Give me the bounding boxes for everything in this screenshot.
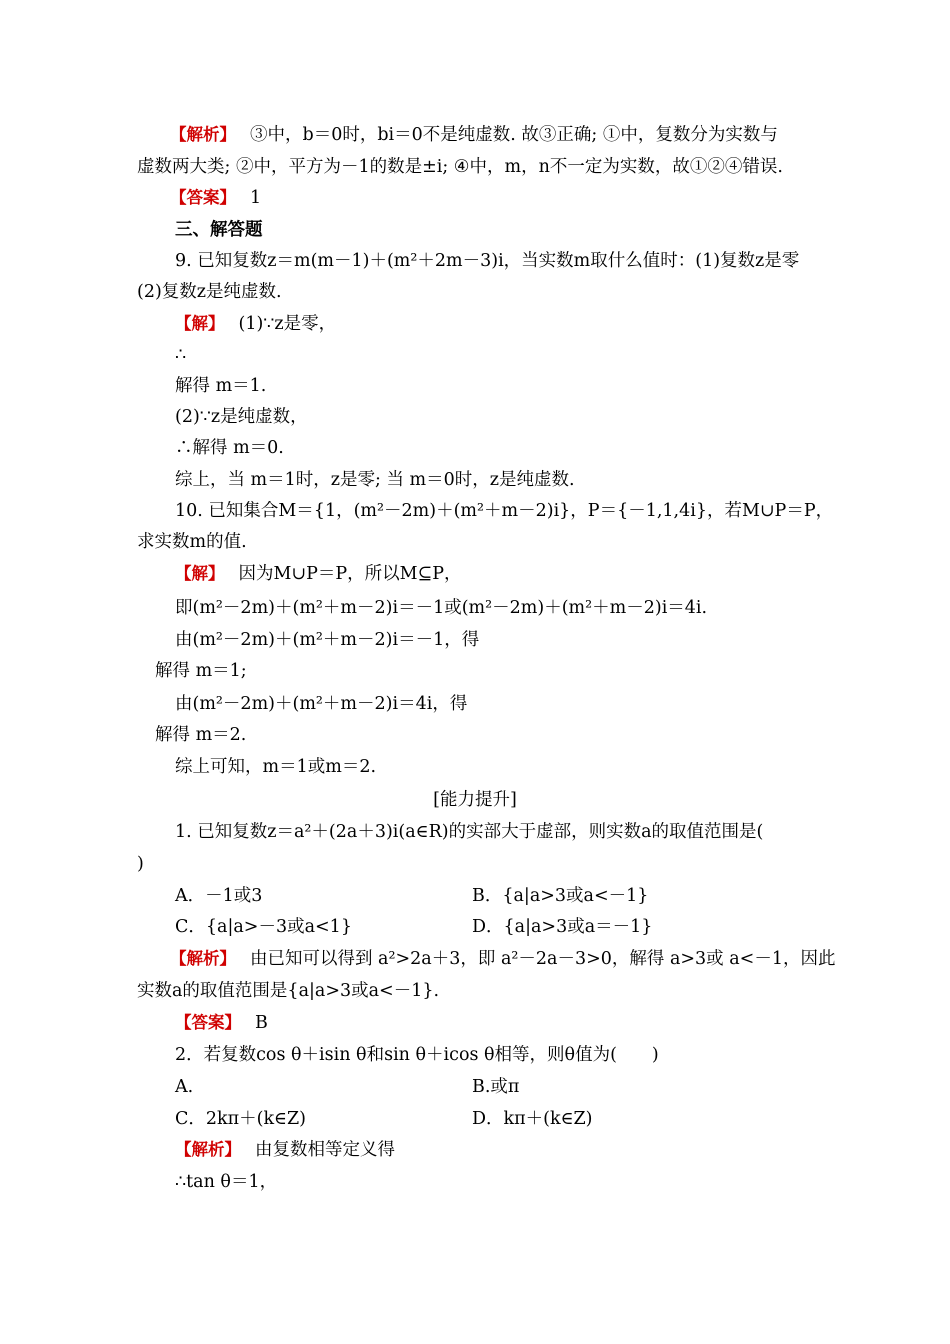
text-line: 虚数两大类; ②中，平方为－1的数是±i; ④中，m，n不一定为实数，故①②④错误. — [137, 157, 783, 177]
answer-tag: 【答案】 — [170, 188, 236, 207]
text: 由已知可以得到 a²>2a＋3，即 a²－2a－3>0，解得 a>3或 a<－1，因此 — [250, 949, 836, 969]
text: 由复数相等定义得 — [255, 1140, 395, 1160]
text-line: 解得 m＝1; — [155, 661, 247, 681]
answer-tag: 【答案】 — [175, 1013, 241, 1032]
text-line: 由(m²－2m)＋(m²＋m－2)i＝4i，得 — [175, 694, 468, 714]
text-line: ∴ — [175, 345, 187, 365]
question-9: 9. 已知复数z＝m(m－1)＋(m²＋2m－3)i，当实数m取什么值时：(1)复数z是零 — [175, 251, 800, 271]
analysis-tag: 【解析】 — [170, 949, 236, 968]
analysis-line — [170, 947, 835, 971]
text: ③中，b＝0时，bi＝0不是纯虚数. 故③正确; ①中，复数分为实数与 — [250, 125, 778, 145]
option-a: A．－1或3 — [175, 886, 263, 906]
answer-line — [175, 1011, 268, 1035]
text-line: 解得 m＝2. — [155, 725, 247, 745]
question-9-cont: (2)复数z是纯虚数. — [137, 282, 282, 302]
text-line: 综上，当 m＝1时，z是零; 当 m＝0时，z是纯虚数. — [175, 470, 575, 490]
analysis-tag: 【解析】 — [175, 1140, 241, 1159]
question-1-cont: ) — [137, 854, 144, 874]
option-a: A. — [175, 1077, 194, 1097]
analysis-line-1 — [170, 123, 778, 147]
text: 因为M∪P＝P，所以M⊆P， — [238, 564, 462, 584]
section-heading: 三、解答题 — [175, 220, 263, 240]
question-10: 10. 已知集合M＝{1，(m²－2m)＋(m²＋m－2)i}，P＝{－1,1,4i}，若M∪P＝P， — [175, 501, 834, 521]
option-c: C．2kπ＋(k∈Z) — [175, 1109, 307, 1129]
answer-value: B — [255, 1013, 268, 1033]
solution-tag: 【解】 — [175, 314, 225, 333]
option-d: D．{a|a>3或a＝－1} — [472, 917, 653, 937]
solution-line — [175, 562, 462, 586]
subsection-heading: [能力提升] — [433, 790, 517, 810]
text-line: ∴解得 m＝0. — [175, 438, 284, 458]
text: (1)∵z是零， — [238, 314, 337, 334]
answer-value: 1 — [250, 188, 262, 208]
analysis-tag: 【解析】 — [170, 125, 236, 144]
text-line: 综上可知，m＝1或m＝2. — [175, 757, 377, 777]
option-c: C．{a|a>－3或a<1} — [175, 917, 352, 937]
text-line: ∴tan θ＝1， — [175, 1172, 278, 1192]
question-1: 1. 已知复数z＝a²＋(2a＋3)i(a∈R)的实部大于虚部，则实数a的取值范围是( — [175, 822, 764, 842]
answer-line — [170, 186, 261, 210]
question-10-cont: 求实数m的值. — [137, 532, 247, 552]
text-line: 由(m²－2m)＋(m²＋m－2)i＝－1，得 — [175, 630, 480, 650]
text-line: 解得 m＝1. — [175, 376, 267, 396]
text-line: 即(m²－2m)＋(m²＋m－2)i＝－1或(m²－2m)＋(m²＋m－2)i＝4i. — [175, 598, 708, 618]
option-d: D．kπ＋(k∈Z) — [472, 1109, 593, 1129]
text-line: 实数a的取值范围是{a|a>3或a<－1}. — [137, 981, 440, 1001]
solution-tag: 【解】 — [175, 564, 225, 583]
option-b: B.或π — [472, 1077, 520, 1097]
text-line: (2)∵z是纯虚数， — [175, 407, 308, 427]
question-2: 2．若复数cos θ＋isin θ和sin θ＋icos θ相等，则θ值为( ) — [175, 1045, 659, 1065]
analysis-line — [175, 1138, 395, 1162]
option-b: B．{a|a>3或a<－1} — [472, 886, 649, 906]
solution-line — [175, 312, 336, 336]
